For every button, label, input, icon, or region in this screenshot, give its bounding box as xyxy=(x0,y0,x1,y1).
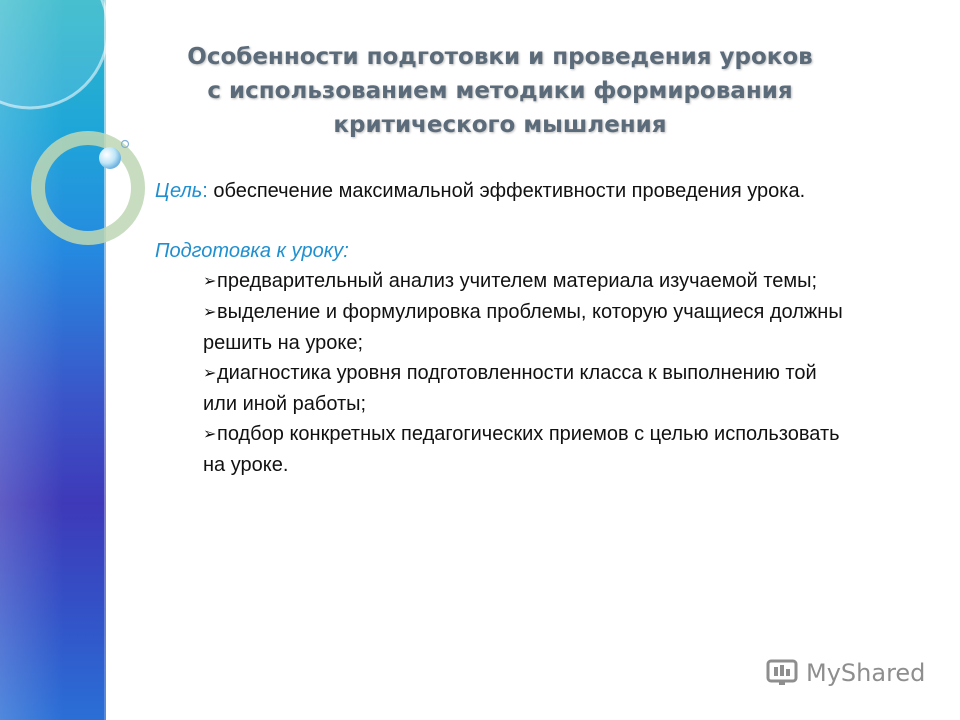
list-item-text: подбор конкретных педагогических приемов с целью использовать на уроке. xyxy=(203,423,840,476)
goal-label: Цель xyxy=(155,180,203,202)
preparation-colon: : xyxy=(343,240,349,262)
arrow-bullet-icon: ➢ xyxy=(203,273,217,290)
preparation-list xyxy=(155,266,855,480)
list-item xyxy=(203,266,855,297)
arrow-bullet-icon: ➢ xyxy=(203,426,217,443)
list-item xyxy=(203,419,855,480)
goal-colon: : xyxy=(202,180,208,202)
preparation-heading xyxy=(155,236,855,266)
list-item-text: предварительный анализ учителем материала изучаемой темы; xyxy=(217,270,818,292)
blue-bubble xyxy=(99,147,121,169)
arrow-bullet-icon: ➢ xyxy=(203,304,217,321)
green-ring xyxy=(38,138,138,238)
watermark-text: MyShared xyxy=(806,659,926,687)
preparation-label: Подготовка к уроку xyxy=(155,240,344,262)
list-item-text: диагностика уровня подготовленности класса к выполнению той или иной работы; xyxy=(203,362,817,415)
list-item-text: выделение и формулировка проблемы, которую учащиеся должны решить на уроке; xyxy=(203,301,843,354)
goal-paragraph xyxy=(155,176,855,206)
goal-text: обеспечение максимальной эффективности проведения урока. xyxy=(207,180,806,202)
list-item xyxy=(203,297,855,358)
arrow-bullet-icon: ➢ xyxy=(203,365,217,382)
title-line-3: критического мышления xyxy=(333,112,667,138)
myshared-logo-icon xyxy=(766,658,800,688)
slide-title xyxy=(140,40,860,142)
title-line-2: с использованием методики формирования xyxy=(207,78,793,104)
large-ring xyxy=(0,0,108,108)
myshared-watermark xyxy=(766,656,926,690)
title-line-1: Особенности подготовки и проведения уроков xyxy=(187,44,813,70)
list-item xyxy=(203,358,855,419)
decorative-circles xyxy=(0,0,160,300)
slide-body xyxy=(155,176,855,480)
